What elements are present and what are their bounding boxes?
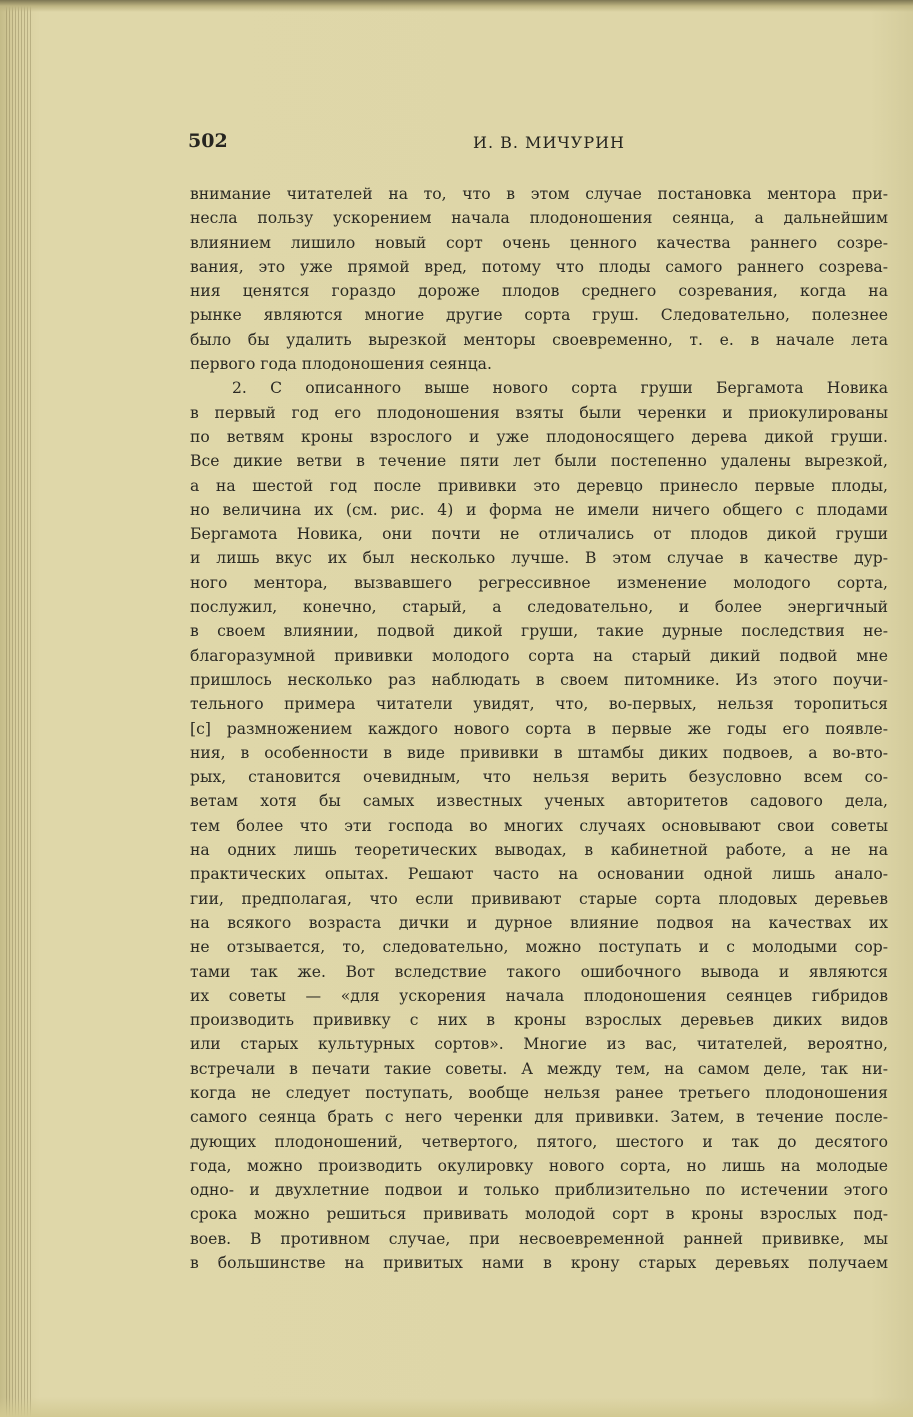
text-line: не отзывается, то, следовательно, можно поступать и с молодыми сор- [190, 938, 888, 957]
text-line: в большинстве на привитых нами в крону старых деревьях получаем [190, 1254, 888, 1273]
text-line: рых, становится очевидным, что нельзя верить безусловно всем со- [190, 768, 888, 787]
paragraph-start-line: 2. С описанного выше нового сорта груши Бергамота Новика [232, 379, 888, 398]
text-line: производить прививку с них в кроны взрослых деревьев диких видов [190, 1011, 888, 1030]
top-edge-shadow [0, 0, 913, 12]
text-line: влиянием лишило новый сорт очень ценного качества раннего созре- [190, 233, 888, 252]
text-line: внимание читателей на то, что в этом случае постановка ментора при- [190, 185, 888, 203]
text-line: на одних лишь теоретических выводах, в кабинетной работе, а не на [190, 841, 888, 860]
text-line: [с] размножением каждого нового сорта в первые же годы его появле- [190, 719, 888, 738]
text-line: и лишь вкус их был несколько лучше. В этом случае в качестве дур- [190, 549, 888, 568]
text-line: срока можно решиться прививать молодой сорт в кроны взрослых под- [190, 1205, 888, 1224]
page-number: 502 [188, 130, 228, 152]
text-line: тами так же. Вот вследствие такого ошибочного вывода и являются [190, 962, 888, 981]
text-line: в первый год его плодоношения взяты были черенки и приокулированы [190, 403, 888, 422]
page-edge-lines [6, 0, 32, 1417]
text-line: ния ценятся гораздо дороже плодов среднего созревания, когда на [190, 282, 888, 301]
text-line: гии, предполагая, что если прививают старые сорта плодовых деревьев [190, 889, 888, 908]
text-line: послужил, конечно, старый, а следовательно, и более энергичный [190, 598, 888, 617]
bottom-edge-shade [0, 1397, 913, 1417]
text-line: было бы удалить вырезкой менторы своевременно, т. е. в начале лета [190, 330, 888, 349]
text-line: Бергамота Новика, они почти не отличались от плодов дикой груши [190, 525, 888, 544]
text-line: ния, в особенности в виде прививки в штамбы диких подвоев, а во-вто- [190, 743, 888, 762]
text-line: Все дикие ветви в течение пяти лет были постепенно удалены вырезкой, [190, 452, 888, 471]
running-head: И. В. МИЧУРИН [473, 133, 625, 152]
page-header [188, 130, 888, 158]
text-line: но величина их (см. рис. 4) и форма не имели ничего общего с плодами [190, 500, 888, 519]
text-line: тельного примера читатели увидят, что, во-первых, нельзя торопиться [190, 695, 888, 714]
text-line: самого сеянца брать с него черенки для прививки. Затем, в течение после- [190, 1108, 888, 1127]
text-line: их советы — «для ускорения начала плодоношения сеянцев гибридов [190, 986, 888, 1005]
text-line: встречали в печати такие советы. А между тем, на самом деле, так ни- [190, 1059, 888, 1078]
text-line: практических опытах. Решают часто на основании одной лишь анало- [190, 865, 888, 884]
text-line: пришлось несколько раз наблюдать в своем питомнике. Из этого поучи- [190, 670, 888, 689]
text-line: несла пользу ускорением начала плодоношения сеянца, а дальнейшим [190, 209, 888, 228]
text-line: дующих плодоношений, четвертого, пятого, шестого и так до десятого [190, 1132, 888, 1151]
text-line: когда не следует поступать, вообще нельзя ранее третьего плодоношения [190, 1083, 888, 1102]
text-line: первого года плодоношения сеянца. [190, 355, 492, 374]
text-line: воев. В противном случае, при несвоевременной ранней прививке, мы [190, 1229, 888, 1248]
text-line: вания, это уже прямой вред, потому что плоды самого раннего созрева- [190, 257, 888, 276]
text-line: благоразумной прививки молодого сорта на старый дикий подвой мне [190, 646, 888, 665]
text-line: тем более что эти господа во многих случаях основывают свои советы [190, 816, 888, 835]
text-line: рынке являются многие другие сорта груш. Следовательно, полезнее [190, 306, 888, 325]
text-line: в своем влиянии, подвой дикой груши, такие дурные последствия не- [190, 622, 888, 641]
text-line: на всякого возраста дички и дурное влияние подвоя на качествах их [190, 913, 888, 932]
text-line: одно- и двухлетние подвои и только приблизительно по истечении этого [190, 1181, 888, 1200]
text-line: ного ментора, вызвавшего регрессивное изменение молодого сорта, [190, 573, 888, 592]
text-line: ветам хотя бы самых известных ученых авторитетов садового дела, [190, 792, 888, 811]
text-line: по ветвям кроны взрослого и уже плодоносящего дерева дикой груши. [190, 427, 888, 446]
text-line: а на шестой год после прививки это деревцо принесло первые плоды, [190, 476, 888, 495]
text-line: года, можно производить окулировку нового сорта, но лишь на молодые [190, 1156, 888, 1175]
text-line: или старых культурных сортов». Многие из вас, читателей, вероятно, [190, 1035, 888, 1054]
body-text [190, 182, 888, 1275]
